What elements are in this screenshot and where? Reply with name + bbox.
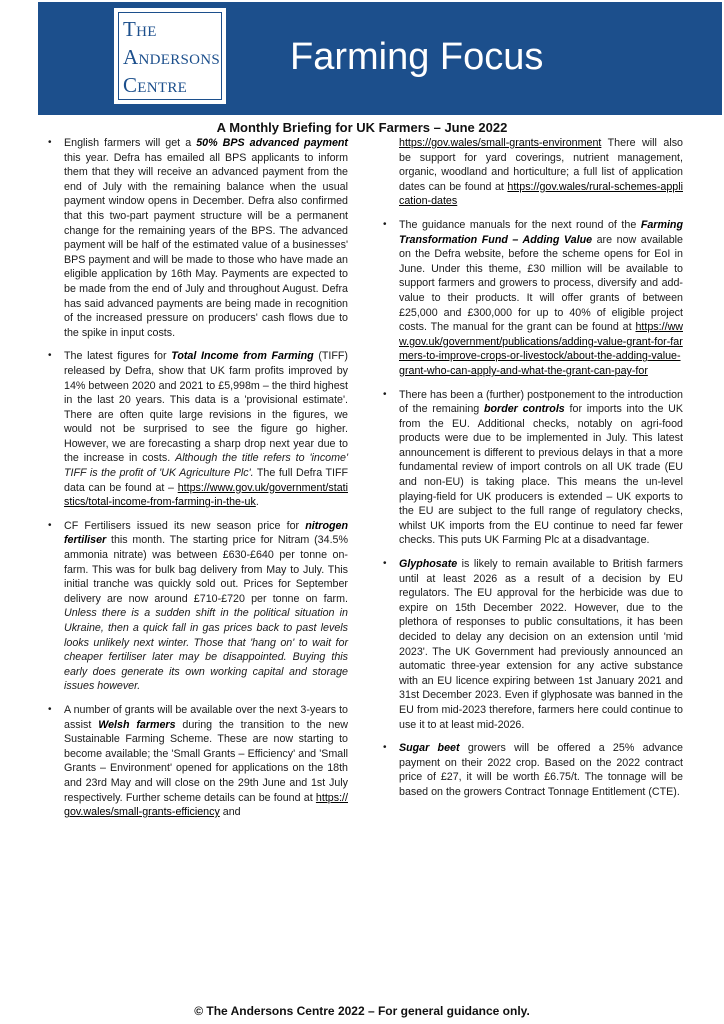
tiff-highlight: Total Income from Farming (171, 350, 314, 363)
bullet-icon: • (48, 350, 52, 362)
bullet-icon: • (383, 218, 387, 230)
sugar-beet-item: • Sugar beet growers will be offered a 25% advance payment on their 2022 crop. Based on the 2022 contract price of £27, it will be worth £6.75/t. The tonnage will be based on the growers Contract Tonnage Entitlement (CTE). (383, 742, 683, 798)
logo-line-1: The (123, 17, 157, 41)
adding-value-grant-link[interactable]: https://www.gov.uk/government/publications/adding-value-grant-for-farmers-to-improve-crops-or-livestock/about-the-adding-value-grant-who-can-apply-and-what-the-grant-can-pay-for (399, 321, 683, 377)
fertiliser-item: • CF Fertilisers issued its new season price for nitrogen fertiliser this month. The starting price for Nitram (34.5% ammonia nitrate) was between £630-£640 per tonne on-farm. This was for bulk bag delivery from May to July. This initial tranche was quickly sold out. Prices for September delivery are now around £710-£720 per tonne on farm. Unless there is a sudden shift in the political situation in Ukraine, then a quick fall in gas prices back to past levels looks unlikely next winter. Those that 'hang on' to wait for cheaper fertiliser later may be disappointed. Buying this early does generate its own working capital and storage issues however. (48, 519, 348, 693)
fertiliser-highlight: nitrogen fertiliser (64, 519, 348, 547)
tiff-item: • The latest figures for Total Income from Farming (TIFF) released by Defra, show that UK farm profits improved by 14% between 2020 and 2021 to £5,998m – the third highest in the last 20 years. This data is a 'provisional estimate'. There are often quite large revisions in the figures, we would not be surprised to see the figure go higher. However, we are forecasting a sharp drop next year due to the increase in costs. Although the title refers to 'income' TIFF is the profit of 'UK Agriculture Plc'. The full Defra TIFF data can be found at – https://www.gov.uk/government/statistics/total-income-from-farming-in-the-uk. (48, 350, 348, 509)
right-column (383, 136, 683, 809)
sugar-beet-highlight: Sugar beet (399, 742, 460, 755)
left-column (48, 136, 348, 829)
small-grants-efficiency-link[interactable]: https://gov.wales/small-grants-efficiency (64, 791, 348, 819)
small-grants-environment-link[interactable]: https://gov.wales/small-grants-environment (399, 137, 602, 149)
ftf-item: • The guidance manuals for the next round of the Farming Transformation Fund – Adding Value are now available on the Defra website, before the scheme opens for EoI in June. Under this theme, £30 million will be available to support farmers and growers to process, diversify and add-value to their products. It will offer grants of between £25,000 and £300,000 for up to 40% of eligible project costs. The manual for the grant can be found at https://www.gov.uk/government/publications/adding-value-grant-for-farmers-to-improve-crops-or-livestock/about-the-adding-value-grant-who-can-apply-and-what-the-grant-can-pay-for (383, 218, 683, 377)
bps-highlight: 50% BPS advanced payment (196, 137, 348, 149)
page-footer: © The Andersons Centre 2022 – For general guidance only. (194, 1004, 530, 1018)
bullet-icon: • (48, 703, 52, 715)
ftf-highlight: Farming Transformation Fund – Adding Value (399, 218, 683, 246)
page-title: Farming Focus (290, 36, 544, 78)
welsh-highlight: Welsh farmers (98, 718, 176, 731)
header-banner (38, 2, 722, 115)
bullet-icon: • (48, 137, 52, 148)
border-controls-item: • There has been a (further) postponement to the introduction of the remaining border controls for imports into the UK from the EU. Additional checks, notably on agri-food products were due to be implemented in July. This latest announcement is different to previous delays in that a more fundamental review of import controls on all UK trade (EU and non-EU) is taking place. This means the un-level playing-field for UK producers is extended – UK exports to the EU are subject to the full range of regulatory checks, whilst UK imports from the EU continue to need far fewer checks. This puts UK Farming Plc at a disadvantage. (383, 388, 684, 547)
tiff-link[interactable]: https://www.gov.uk/government/statistics/total-income-from-farming-in-the-uk (64, 481, 348, 509)
bullet-icon: • (383, 742, 387, 754)
logo-line-2: Andersons (123, 45, 221, 69)
andersons-logo (114, 8, 226, 104)
page-subtitle: A Monthly Briefing for UK Farmers – June 2022 (216, 120, 508, 135)
welsh-grants-item: • A number of grants will be available over the next 3-years to assist Welsh farmers during the transition to the new Sustainable Farming Scheme. These are now starting to become available; the 'Small Grants – Efficiency' and 'Small Grants – Environment' opened for applications on the 18th and 23rd May and will close on the 29th June and 1st July respectively. Further scheme details can be found at https://gov.wales/small-grants-efficiency and (48, 703, 349, 819)
logo-line-3: Centre (123, 73, 188, 97)
bullet-icon: • (48, 519, 52, 531)
bullet-icon: • (383, 558, 387, 570)
glyphosate-item: • Glyphosate is likely to remain available to British farmers until at least 2026 as a result of a decision by EU regulators. The EU approval for the herbicide was due to expire on 15th December 2022. However, due to the plethora of responses to public consultations, it has been decided to delay any decision on an extension until 'mid 2023'. The UK Government had previously announced an automatic three-year extension for any active substance with an EU licence expiring between 1st January 2021 and 31st December 2023. Even if glyphosate was banned in the EU from mid-2023 therefore, farmers here could continue to use it to at least mid-2026. (383, 558, 683, 731)
bullet-icon: • (383, 388, 387, 400)
glyphosate-highlight: Glyphosate (399, 558, 458, 571)
welsh-grants-continued: https://gov.wales/small-grants-environment There will also be support for yard coverings, nutrient management, organic, woodland and horticulture; a full list of application dates can be found at https://gov.wales/rural-schemes-application-dates (399, 137, 683, 208)
border-highlight: border controls (483, 403, 565, 416)
application-dates-link[interactable]: https://gov.wales/rural-schemes-application-dates (399, 180, 683, 208)
bps-item: • English farmers will get a 50% BPS advanced payment this year. Defra has emailed all BPS applicants to inform them that they will receive an advanced payment from the end of July with the remaining balance when the usual payment window opens in December. Defra also confirmed that this two-part payment structure will be a permanent change for the remaining years of the BPS. The advanced payment will be half of the estimated value of a businesses' BPS payment and will be made to those who have made an eligible application by 16th May. Payments are expected to be made from the end of July and throughout August. Defra has said advanced payments are being made in recognition of the increased pressure on producers' cash flows due to the spike in input costs. (48, 137, 348, 339)
